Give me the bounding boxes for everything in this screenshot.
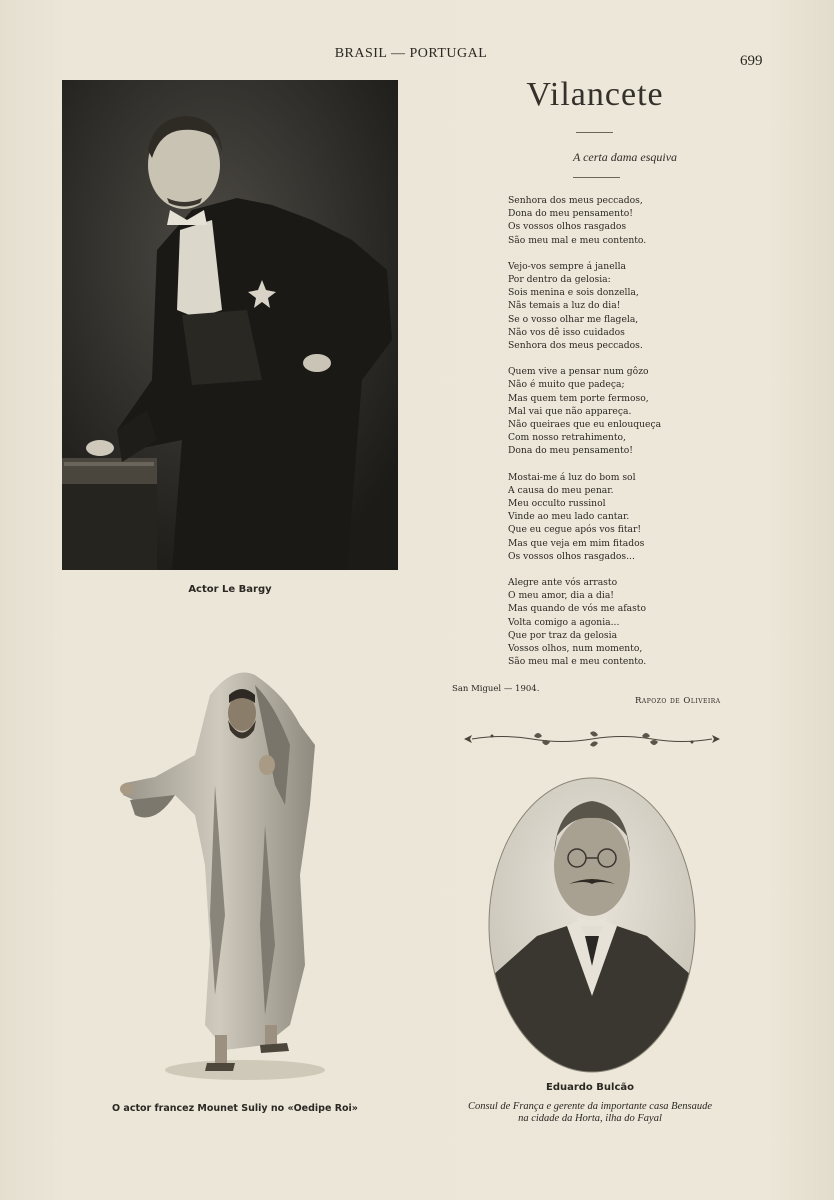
ornamental-divider-icon — [462, 728, 722, 750]
poem-line: Dona do meu pensamento! — [508, 445, 633, 457]
poem-line: Não queiraes que eu enlouqueça — [508, 419, 662, 431]
poem-line: São meu mal e meu contento. — [508, 656, 647, 668]
poem-line: Sois menina e sois donzella, — [508, 287, 639, 299]
illustration-mounet-sully — [115, 665, 335, 1095]
poem-line: Alegre ante vós arrasto — [508, 577, 618, 589]
dedication-rule — [573, 177, 620, 178]
poem-line: Quem vive a pensar num gôzo — [508, 366, 649, 378]
caption-actor-le-bargy: Actor Le Bargy — [188, 584, 272, 595]
poem-line: Mas quando de vós me afasto — [508, 603, 647, 615]
poem-line: Mal vai que não appareça. — [508, 405, 632, 417]
poem-line: Se o vosso olhar me flagela, — [508, 313, 639, 325]
poem-stanza — [508, 365, 748, 457]
poem-line: Com nosso retrahimento, — [508, 432, 626, 444]
caption-eduardo-bulcao-name: Eduardo Bulcão — [545, 1082, 634, 1093]
poem-line: Vossos olhos, num momento, — [508, 643, 643, 655]
portrait-eduardo-bulcao — [487, 776, 697, 1074]
title-rule — [576, 132, 613, 133]
poem-line: Mostai-me á luz do bom sol — [508, 471, 636, 483]
poem-dedication: A certa dama esquiva — [572, 150, 678, 164]
poem-line: Dona do meu pensamento! — [508, 208, 633, 220]
poem-line: Senhora dos meus peccados, — [508, 195, 643, 206]
poem-line: Não é muito que padeça; — [508, 379, 625, 391]
poem-stanza — [508, 260, 748, 352]
poem-line: São meu mal e meu contento. — [508, 234, 647, 246]
photo-actor-le-bargy — [62, 80, 398, 570]
poem-line: Nãs temais a luz do dia! — [508, 300, 621, 312]
poem-line: Os vossos olhos rasgados — [508, 221, 627, 233]
caption-subtitle-line: na cidade da Horta, ilha do Fayal — [518, 1113, 662, 1124]
poem-place-date: San Miguel — 1904. — [452, 684, 540, 694]
poem-line: Vinde ao meu lado cantar. — [508, 511, 630, 523]
poem-line: Que eu cegue após vos fitar! — [508, 524, 642, 536]
poem-line: Não vos dê isso cuidados — [508, 326, 625, 338]
poem-line: Que por traz da gelosia — [508, 629, 618, 641]
poem-line: Senhora dos meus peccados. — [508, 340, 643, 352]
poem-line: Volta comigo a agonia... — [508, 616, 620, 628]
poem-line: Meu occulto russinol — [508, 498, 606, 510]
poem-line: Mas que veja em mim fitados — [508, 537, 645, 549]
poem-title: Vilancete — [526, 76, 664, 113]
caption-mounet-sully: O actor francez Mounet Suliy no «Oedipe Roi» — [112, 1103, 358, 1114]
poem-line: A causa do meu penar. — [508, 484, 614, 496]
poem-stanza — [508, 576, 748, 668]
poem-author: Rapozo de Oliveira — [635, 696, 721, 706]
poem-line: Mas quem tem porte fermoso, — [508, 392, 649, 404]
caption-eduardo-bulcao-subtitle — [440, 1101, 740, 1125]
poem-line: Por dentro da gelosia: — [508, 274, 611, 286]
page-number: 699 — [740, 53, 763, 69]
running-head: BRASIL — PORTUGAL — [334, 46, 488, 61]
poem-line: O meu amor, dia a dia! — [508, 590, 614, 602]
poem-line: Os vossos olhos rasgados... — [508, 550, 635, 562]
poem-stanza — [508, 471, 748, 563]
caption-subtitle-line: Consul de França e gerente da importante casa Bensaude — [468, 1101, 712, 1112]
poem-body — [508, 194, 748, 682]
poem-stanza — [508, 194, 748, 247]
poem-line: Vejo-vos sempre á janella — [508, 260, 626, 272]
